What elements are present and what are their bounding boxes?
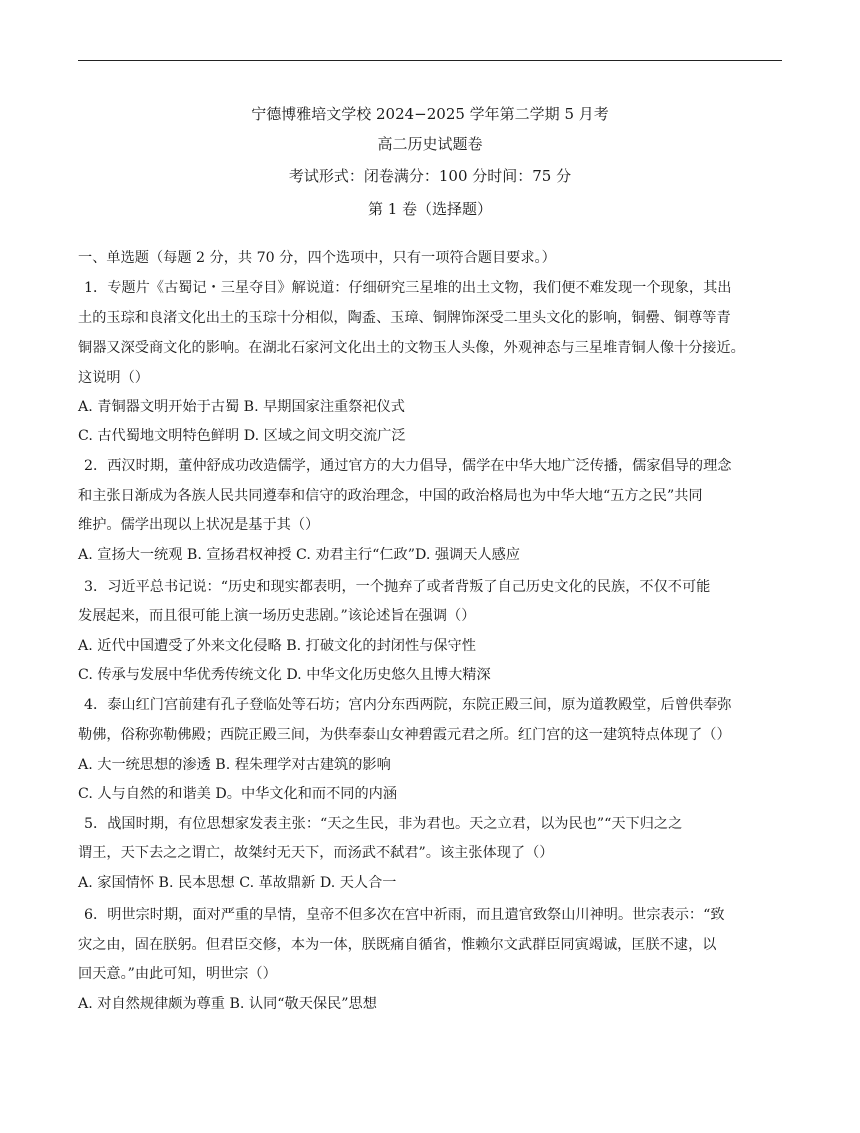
- exam-title: 高二历史试题卷: [377, 135, 483, 153]
- school-line: 宁德博雅培文学校 2024−2025 学年第二学期 5 月考: [251, 105, 609, 123]
- top-rule: [78, 60, 782, 61]
- question-4-options-line: A. 大一统思想的渗透 B. 程朱理学对古建筑的影响: [78, 757, 391, 773]
- question-1-stem-line: 这说明（）: [78, 370, 149, 386]
- question-1-stem-line: 土的玉琮和良渚文化出土的玉琮十分相似，陶盉、玉璋、铜牌饰深受二里头文化的影响，铜罍、铜尊等青: [78, 310, 731, 326]
- question-4-stem-line: 4．泰山红门宫前建有孔子登临处等石坊；宫内分东西两院，东院正殿三间，原为道教殿堂，后曾供奉弥: [84, 697, 732, 713]
- question-2-options-line: A. 宣扬大一统观 B. 宣扬君权神授 C. 劝君主行“仁政”D. 强调天人感应: [78, 547, 520, 563]
- question-4-stem-line: 勒佛，俗称弥勒佛殿；西院正殿三间，为供奉泰山女神碧霞元君之所。红门宫的这一建筑特点体现了（）: [78, 727, 731, 743]
- question-3-stem-line: 3．习近平总书记说：“历史和现实都表明，一个抛弃了或者背叛了自己历史文化的民族，不仅不可能: [84, 579, 711, 595]
- question-6-stem-line: 6．明世宗时期，面对严重的旱情，皇帝不但多次在宫中祈雨，而且遣官致祭山川神明。世宗表示：“致: [84, 907, 725, 923]
- question-6-stem-line: 回天意。”由此可知，明世宗（）: [78, 966, 277, 982]
- question-3-stem-line: 发展起来，而且很可能上演一场历史悲剧。”该论述旨在强调（）: [78, 608, 476, 624]
- question-2-stem-line: 和主张日渐成为各族人民共同遵奉和信守的政治理念，中国的政治格局也为中华大地“五方之民”共同: [78, 488, 703, 504]
- question-3-options-line: C. 传承与发展中华优秀传统文化 D. 中华文化历史悠久且博大精深: [78, 667, 491, 683]
- exam-meta: 考试形式：闭卷满分：100 分时间：75 分: [288, 167, 572, 185]
- question-4-options-line: C. 人与自然的和谐美 D。中华文化和而不同的内涵: [78, 786, 398, 802]
- volume-title: 第 1 卷（选择题）: [367, 200, 493, 218]
- question-5-stem-line: 5．战国时期，有位思想家发表主张：“天之生民，非为君也。天之立君，以为民也”“天下归之之: [84, 816, 683, 832]
- question-6-stem-line: 灾之由，固在朕躬。但君臣交修，本为一体，朕既痛自循省，惟赖尔文武群臣同寅竭诚，匡朕不逮，以: [78, 937, 717, 953]
- question-5-stem-line: 谓王，天下去之之谓亡，故桀纣无天下，而汤武不弑君”。该主张体现了（）: [78, 845, 554, 861]
- question-1-options-line: C. 古代蜀地文明特色鲜明 D. 区域之间文明交流广泛: [78, 428, 406, 444]
- question-1-stem-line: 1．专题片《古蜀记・三星夺目》解说道：仔细研究三星堆的出土文物，我们便不难发现一个现象，其出: [84, 280, 732, 296]
- section-heading: 一、单选题（每题 2 分，共 70 分，四个选项中，只有一项符合题目要求。）: [78, 250, 556, 266]
- question-5-options-line: A. 家国情怀 B. 民本思想 C. 革故鼎新 D. 天人合一: [78, 875, 397, 891]
- question-3-options-line: A. 近代中国遭受了外来文化侵略 B. 打破文化的封闭性与保守性: [78, 638, 476, 654]
- question-2-stem-line: 维护。儒学出现以上状况是基于其（）: [78, 517, 320, 533]
- question-6-options-line: A. 对自然规律颇为尊重 B. 认同“敬天保民”思想: [78, 996, 377, 1012]
- question-1-options-line: A. 青铜器文明开始于古蜀 B. 早期国家注重祭祀仪式: [78, 399, 405, 415]
- question-2-stem-line: 2．西汉时期，董仲舒成功改造儒学，通过官方的大力倡导，儒学在中华大地广泛传播，儒家倡导的理念: [84, 458, 732, 474]
- question-1-stem-line: 铜器又深受商文化的影响。在湖北石家河文化出土的文物玉人头像，外观神态与三星堆青铜人像十分接近。: [78, 340, 745, 356]
